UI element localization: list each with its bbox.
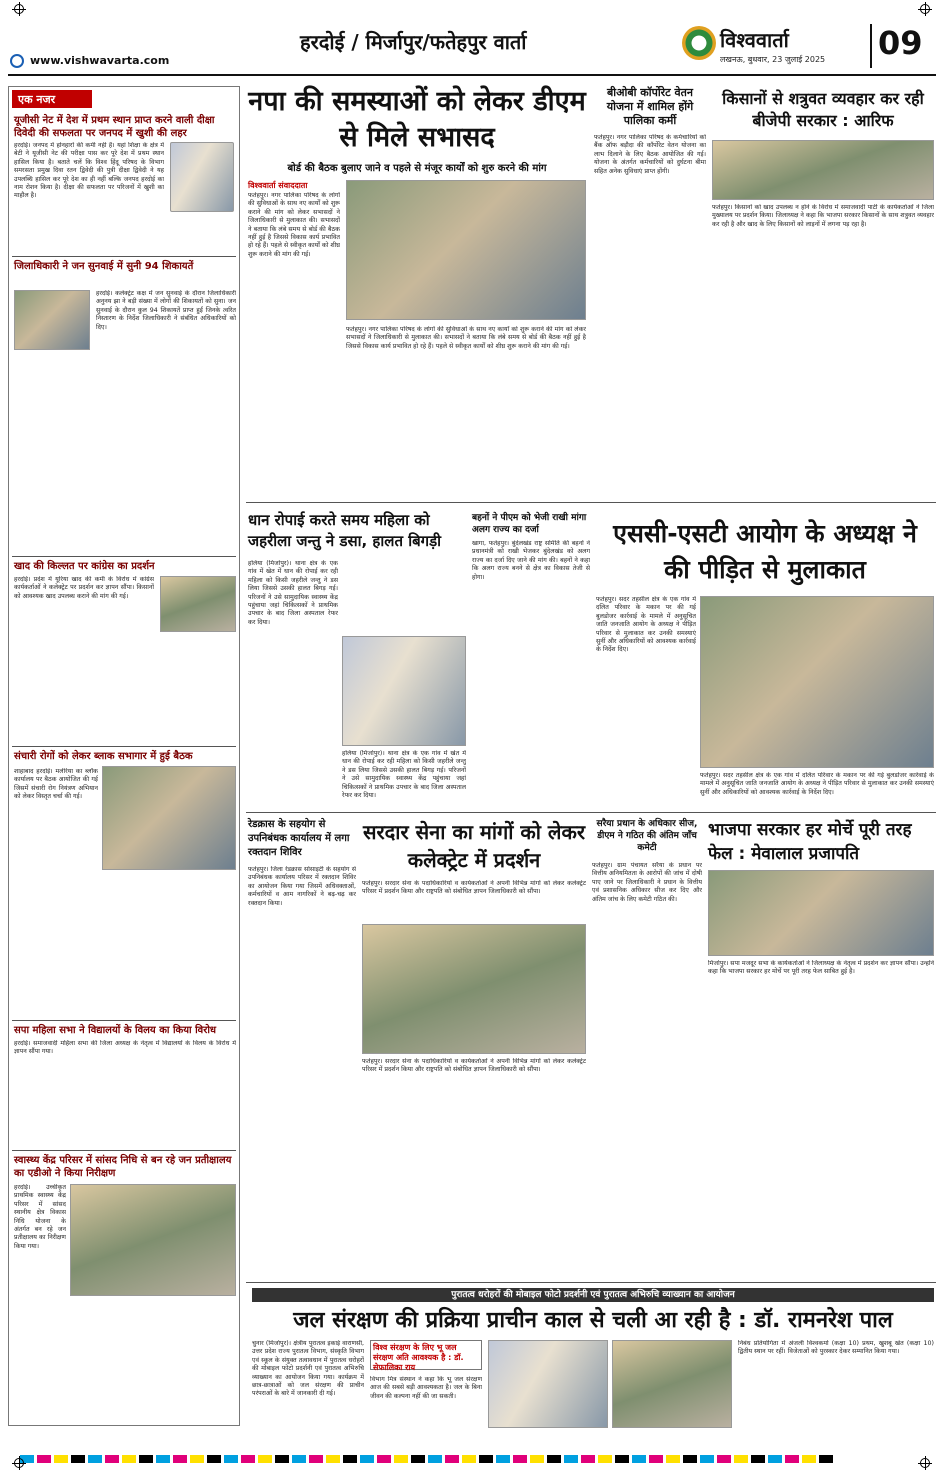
divider [12, 1150, 236, 1151]
sidebar-item-body: हरदोई। प्रदेश में यूरिया खाद की कमी के विरोध में कांग्रेस कार्यकर्ताओं ने कलेक्ट्रेट पर प्रदर्शन कर ज्ञापन सौंपा। किसानों को आवश्यक खाद उपलब्ध कराने की मांग की गई। [14, 576, 154, 600]
story-body: खागा, फतेहपुर। बुंदेलखंड राष्ट्र समिति की बहनों ने प्रधानमंत्री को राखी भेजकर बुंदेलखंड को अलग राज्य का दर्जा दिए जाने की मांग की। बहनों ने कहा कि अलग राज्य बनने से क्षेत्र का विकास तेजी से होगा। [472, 540, 590, 581]
bottom-body: चुनार (मिर्जापुर)। क्षेत्रीय पुरातत्व इकाई वाराणसी, उत्तर प्रदेश राज्य पुरातत्व विभाग, संस्कृति विभाग एवं स्कूल के संयुक्त तत्वावधान में पुरातत्व धरोहरों की मोबाइल फोटो प्रदर्शनी एवं पुरातत्व अभिरुचि व्याख्यान का आयोजन किया गया। कार्यक्रम में छात्र-छात्राओं को जल संरक्षण की प्राचीन परंपराओं के बारे में जानकारी दी गई। [252, 1340, 364, 1398]
story-body-cont: फतेहपुर। सदर तहसील क्षेत्र के एक गांव में दलित परिवार के मकान पर की गई बुलडोजर कार्रवाई के मामले में अनुसूचित जाति जनजाति आयोग के अध्यक्ष ने पीड़ित परिवार से मुलाकात कर उनकी समस्याएं सुनीं और अधिकारियों को आवश्यक कार्रवाई के निर्देश दिए। [700, 772, 934, 796]
story-headline: धान रोपाई करते समय महिला को जहरीला जन्तु ने डसा, हालत बिगड़ी [248, 511, 442, 550]
story-headline: बहनों ने पीएम को भेजी राखी मांगा अलग राज्य का दर्जा [472, 513, 587, 535]
registration-mark [14, 4, 24, 14]
portrait-photo [170, 142, 234, 212]
news-photo [102, 766, 236, 870]
news-photo [362, 924, 586, 1054]
sidebar-item-title: सपा महिला सभा ने विद्यालयों के विलय का किया विरोध [14, 1025, 217, 1036]
story-headline: भाजपा सरकार हर मोर्चे पूरी तरह फेल : मेवालाल प्रजापति [708, 820, 912, 864]
page-number: 09 [878, 24, 923, 62]
story-headline: सरदार सेना का मांगों को लेकर कलेक्ट्रेट में प्रदर्शन [362, 820, 586, 872]
story-body-cont: हलिया (मिर्जापुर)। थाना क्षेत्र के एक गांव में खेत में धान की रोपाई कर रही महिला को किसी जहरीले जन्तु ने डस लिया जिससे उसकी हालत बिगड़ गई। परिजनों ने उसे सामुदायिक स्वास्थ्य केंद्र पहुंचाया जहां चिकित्सकों ने प्राथमिक उपचार के बाद जिला अस्पताल रेफर कर दिया। [342, 750, 466, 800]
color-bar [20, 1448, 930, 1458]
divider [12, 746, 236, 747]
news-photo [612, 1340, 732, 1428]
story-headline: सरैया प्रधान के अधिकार सीज, डीएम ने गठित की अंतिम जाँच कमेटी [596, 819, 698, 853]
news-photo [14, 290, 90, 350]
bottom-headline: जल संरक्षण की प्रक्रिया प्राचीन काल से चली आ रही है : डॉ. रामनरेश पाल [293, 1308, 893, 1333]
sidebar-item-title: संचारी रोगों को लेकर ब्लाक सभागार में हुई बैठक [14, 751, 193, 762]
bottom-body-cont: निबंध प्रतियोगिता में अंजली विश्वकर्मा (कक्षा 10) प्रथम, खुशबू खेत (कक्षा 10) द्वितीय स्थान पर रहीं। विजेताओं को पुरस्कार देकर सम्मानित किया गया। [738, 1340, 934, 1356]
divider [12, 1020, 236, 1021]
news-photo [488, 1340, 608, 1428]
lead-subhead: बोर्ड की बैठक बुलाए जाने व पहले से मंजूर कार्यों को शुरु करने की मांग [287, 163, 547, 174]
story-body: हलिया (मिर्जापुर)। थाना क्षेत्र के एक गांव में खेत में धान की रोपाई कर रही महिला को किसी जहरीले जन्तु ने डस लिया जिससे उसकी हालत बिगड़ गई। परिजनों ने उसे सामुदायिक स्वास्थ्य केंद्र पहुंचाया जहां चिकित्सकों ने प्राथमिक उपचार के बाद जिला अस्पताल रेफर कर दिया। [248, 560, 338, 626]
news-photo [160, 576, 236, 632]
sidebar-item-body: हरदोई। समाजवादी महिला सभा की जिला अध्यक्ष के नेतृत्व में विद्यालयों के विलय के विरोध में ज्ञापन सौंपा गया। [14, 1040, 236, 1056]
sidebar-item-title: स्वास्थ्य केंद्र परिसर में सांसद निधि से बन रहे जन प्रतीक्षालय का एडीओ ने किया निरीक्षण [14, 1155, 232, 1179]
quote-body: विभाग मित्र संस्थान ने कहा कि भू जल संरक्षण आज की सबसे बड़ी आवश्यकता है। जल के बिना जीवन की कल्पना नहीं की जा सकती। [370, 1376, 482, 1400]
header-divider [870, 24, 872, 68]
sidebar-item-body: हरदोई। जनपद में होनहारों की कमी नहीं है। यहां शिक्षा के क्षेत्र में बेटी ने यूजीसी नेट की परीक्षा पास कर पूरे देश में प्रथम स्थान हासिल किया है। बताते चलें कि विश्व हिंदू परिषद के विभाग समरसता प्रमुख दिवा रतन द्विवेदी की पुत्री दीक्षा द्विवेदी ने यह उपलब्धि हासिल कर पूरे देश का ही नहीं बल्कि जनपद हरदोई का नाम रोशन किया है। दीक्षा की सफलता पर परिजनों में खुशी का माहौल है। [14, 142, 164, 200]
story-body: फतेहपुर। जिला रेडक्रास सोसाइटी के सहयोग से उपनिबंधक कार्यालय परिसर में रक्तदान शिविर का आयोजन किया गया जिसमें अधिवक्ताओं, कर्मचारियों व आम नागरिकों ने बढ़-चढ़ कर रक्तदान किया। [248, 866, 356, 907]
news-photo [700, 596, 934, 768]
story-body: फतेहपुर। किसानों को खाद उपलब्ध न होने के विरोध में समाजवादी पार्टी के कार्यकर्ताओं ने जिला मुख्यालय पर प्रदर्शन किया। जिलाध्यक्ष ने कहा कि भाजपा सरकार किसानों के साथ शत्रुवत व्यवहार कर रही है और खाद के लिए किसानों को लाइनों में लगना पड़ रहा है। [712, 204, 934, 228]
sidebar-label: एक नजर [12, 90, 92, 108]
section-title: हरदोई / मिर्जापुर/फतेहपुर वार्ता [300, 30, 527, 54]
page-header [0, 24, 945, 70]
divider [246, 502, 936, 503]
divider [246, 812, 936, 813]
story-body: फतेहपुर। ग्राम पंचायत सरैया के प्रधान पर वित्तीय अनियमितता के आरोपों की जांच में दोषी पाए जाने पर जिलाधिकारी ने प्रधान के वित्तीय एवं प्रशासनिक अधिकार सीज कर दिए और अंतिम जांच के लिए कमेटी गठित की। [592, 862, 702, 903]
story-headline: बीओबी कॉर्पोरेट वेतन योजना में शामिल होंगे पालिका कर्मी [606, 86, 694, 127]
sidebar-item-title: जिलाधिकारी ने जन सुनवाई में सुनी 94 शिकायतें [14, 261, 194, 272]
divider [246, 1282, 936, 1283]
story-body: फतेहपुर। सरदार सेना के पदाधिकारियों व कार्यकर्ताओं ने अपनी विभिन्न मांगों को लेकर कलेक्ट्रेट परिसर में प्रदर्शन किया और राष्ट्रपति को संबोधित ज्ञापन जिलाधिकारी को सौंपा। [362, 880, 586, 896]
brand-logo-icon [682, 26, 716, 60]
lead-photo [346, 180, 586, 320]
story-headline: किसानों से शत्रुवत व्यवहार कर रही बीजेपी सरकार : आरिफ [722, 89, 924, 130]
registration-mark [920, 4, 930, 14]
registration-mark [14, 1458, 24, 1468]
quote-text: विश्व संरक्षण के लिए भू जल संरक्षण अति आवश्यक है : डॉ. सेफालिका राय [373, 1343, 464, 1372]
news-photo [712, 140, 934, 200]
story-body: फतेहपुर। सदर तहसील क्षेत्र के एक गांव में दलित परिवार के मकान पर की गई बुलडोजर कार्रवाई के मामले में अनुसूचित जाति जनजाति आयोग के अध्यक्ष ने पीड़ित परिवार से मुलाकात कर उनकी समस्याएं सुनीं और अधिकारियों को आवश्यक कार्रवाई के निर्देश दिए। [596, 596, 696, 654]
story-body: फतेहपुर। नगर पालिका परिषद के कर्मचारियों को बैंक ऑफ बड़ौदा की कॉर्पोरेट वेतन योजना का लाभ दिलाने के लिए बैठक आयोजित की गई। योजना के अंतर्गत कर्मचारियों को दुर्घटना बीमा सहित अनेक सुविधाएं प्राप्त होंगी। [594, 134, 706, 175]
story-headline: रेडक्रास के सहयोग से उपनिबंधक कार्यालय में लगा रक्तदान शिविर [248, 819, 350, 858]
news-photo [342, 636, 466, 746]
header-rule [8, 74, 936, 76]
lead-body: फतेहपुर। नगर पालिका परिषद के लोगों की सुविधाओं के साथ नए कार्यों को शुरू कराने की मांग को लेकर सभासदों ने जिलाधिकारी से मुलाकात की। सभासदों ने बताया कि लंबे समय से बोर्ड की बैठक नहीं हुई है जिससे विकास कार्य प्रभावित हो रहे हैं। पहले से स्वीकृत कार्यों को शीघ्र शुरू कराने की मांग की गई। [248, 192, 340, 258]
sidebar-item-title: यूजीसी नेट में देश में प्रथम स्थान प्राप्त करने वाली दीक्षा दिवेदी की सफलता पर जनपद में खुशी की लहर [14, 115, 215, 139]
lead-body-cont: फतेहपुर। नगर पालिका परिषद के लोगों की सुविधाओं के साथ नए कार्यों को शुरू कराने की मांग को लेकर सभासदों ने जिलाधिकारी से मुलाकात की। सभासदों ने बताया कि लंबे समय से बोर्ड की बैठक नहीं हुई है जिससे विकास कार्य प्रभावित हो रहे हैं। पहले से स्वीकृत कार्यों को शीघ्र शुरू कराने की मांग की गई। [346, 326, 586, 350]
sidebar-item-body: शाहाबाद हरदोई। मलेरिया का ब्लॉक कार्यालय पर बैठक आयोजित की गई जिसमें संचारी रोग नियंत्रण अभियान को लेकर विस्तृत चर्चा की गई। [14, 768, 98, 801]
globe-icon [10, 54, 24, 68]
news-photo [708, 870, 934, 956]
quote-box [370, 1340, 482, 1370]
sidebar-item-body: हरदोई। उच्चीकृत प्राथमिक स्वास्थ्य केंद्र परिसर में सांसद स्थानीय क्षेत्र विकास निधि योजना के अंतर्गत बन रहे जन प्रतीक्षालय का निरीक्षण किया गया। [14, 1184, 66, 1250]
divider [12, 256, 236, 257]
bottom-kicker: पुरातत्व धरोहरों की मोबाइल फोटो प्रदर्शनी एवं पुरातत्व अभिरुचि व्याख्यान का आयोजन [252, 1288, 934, 1302]
story-headline: एससी-एसटी आयोग के अध्यक्ष ने की पीड़ित से मुलाकात [613, 519, 917, 584]
byline: विश्ववार्ता संवाददाता [248, 181, 308, 190]
registration-mark [920, 1458, 930, 1468]
story-body: मिर्जापुर। सपा मजदूर सभा के कार्यकर्ताओं ने जिलाध्यक्ष के नेतृत्व में प्रदर्शन कर ज्ञापन सौंपा। उन्होंने कहा कि भाजपा सरकार हर मोर्चे पर पूरी तरह फेल साबित हुई है। [708, 960, 934, 976]
sidebar-item-title: खाद की किल्लत पर कांग्रेस का प्रदर्शन [14, 561, 155, 572]
city-date: लखनऊ, बुधवार, 23 जुलाई 2025 [720, 55, 826, 64]
story-body-cont: फतेहपुर। सरदार सेना के पदाधिकारियों व कार्यकर्ताओं ने अपनी विभिन्न मांगों को लेकर कलेक्ट्रेट परिसर में प्रदर्शन किया और राष्ट्रपति को संबोधित ज्ञापन जिलाधिकारी को सौंपा। [362, 1058, 586, 1074]
brand-name: विश्ववार्ता [720, 28, 789, 52]
site-url[interactable]: www.vishwavarta.com [30, 54, 170, 67]
news-photo [70, 1184, 236, 1296]
divider [12, 556, 236, 557]
sidebar-item-body: हरदोई। कलेक्ट्रेट कक्ष में जन सुनवाई के दौरान जिलाधिकारी अनुनय झा ने बड़ी संख्या में लोगों की शिकायतों को सुना। जन सुनवाई के दौरान कुल 94 शिकायतें प्राप्त हुईं जिनके त्वरित निस्तारण के निर्देश जिलाधिकारी ने संबंधित अधिकारियों को दिए। [96, 290, 236, 331]
lead-headline: नपा की समस्याओं को लेकर डीएम से मिले सभासद [248, 86, 586, 153]
